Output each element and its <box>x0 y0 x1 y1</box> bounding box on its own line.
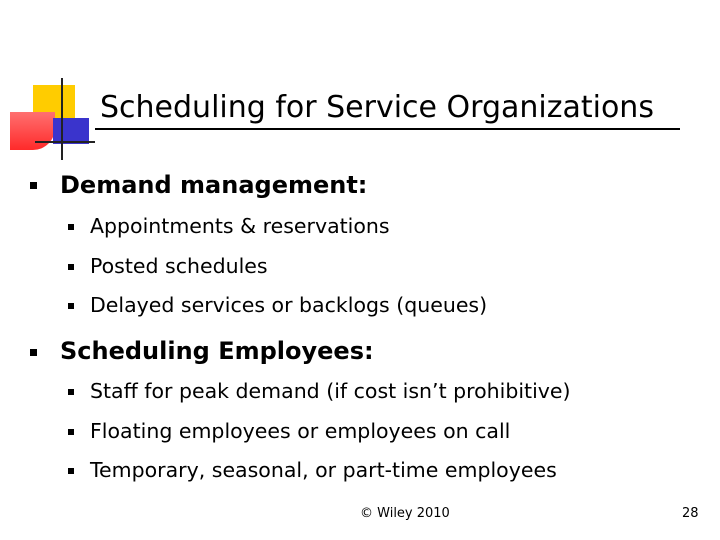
bullet-icon <box>68 468 74 474</box>
title-underline <box>95 128 680 130</box>
bullet-icon <box>30 349 37 356</box>
logo-horizontal-line <box>35 141 95 143</box>
page-number: 28 <box>682 506 699 521</box>
list-item: Delayed services or backlogs (queues) <box>90 293 488 317</box>
slide-title: Scheduling for Service Organizations <box>100 90 654 125</box>
list-item: Floating employees or employees on call <box>90 419 511 443</box>
list-item: Temporary, seasonal, or part-time employees <box>90 458 557 482</box>
bullet-icon <box>68 389 74 395</box>
decorative-logo <box>0 0 110 170</box>
section-heading-scheduling-employees: Scheduling Employees: <box>60 337 374 365</box>
list-item: Posted schedules <box>90 254 268 278</box>
logo-vertical-line <box>61 78 63 160</box>
bullet-icon <box>68 224 74 230</box>
bullet-icon <box>30 182 37 189</box>
logo-red-shape <box>10 112 55 150</box>
section-heading-demand-management: Demand management: <box>60 171 368 199</box>
list-item: Staff for peak demand (if cost isn’t prohibitive) <box>90 379 571 403</box>
copyright-footer: © Wiley 2010 <box>360 506 450 521</box>
bullet-icon <box>68 303 74 309</box>
list-item: Appointments & reservations <box>90 214 390 238</box>
bullet-icon <box>68 429 74 435</box>
bullet-icon <box>68 264 74 270</box>
